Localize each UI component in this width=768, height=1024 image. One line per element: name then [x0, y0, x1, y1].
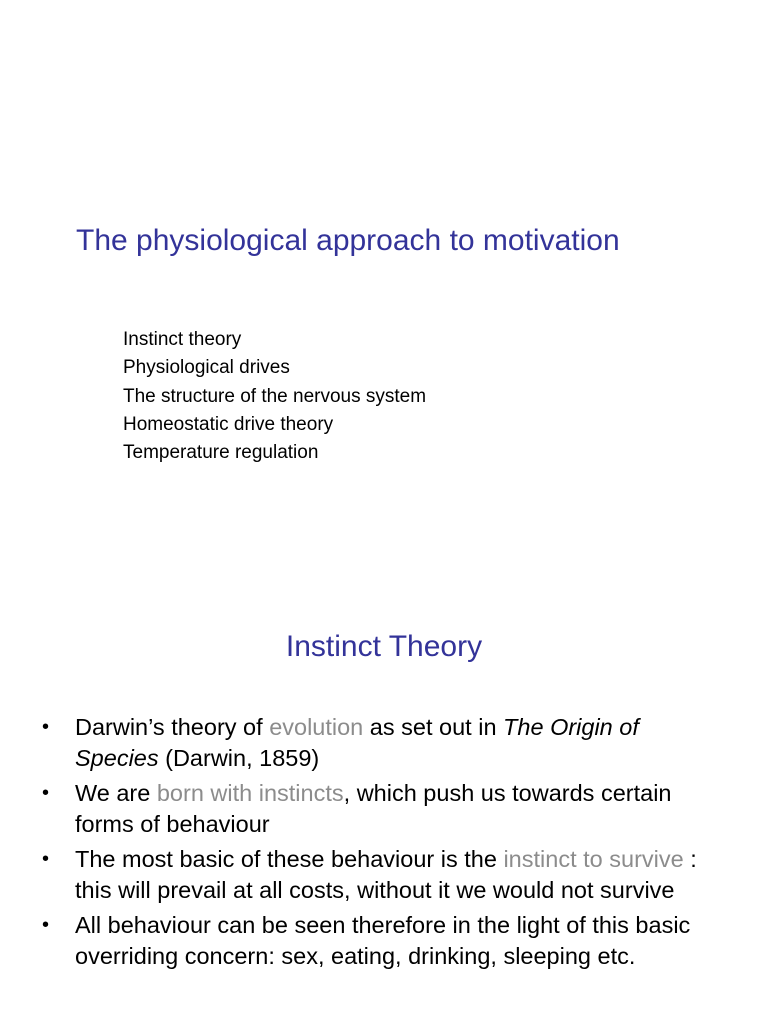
bullet-text: , which push us towards certain forms of behaviour: [75, 780, 672, 837]
slide-title: The physiological approach to motivation: [76, 224, 620, 257]
topic-item: Physiological drives: [123, 357, 290, 379]
bullet-list: [40, 712, 720, 976]
topic-list: [123, 326, 426, 467]
bullet-text: Darwin’s theory of: [75, 714, 270, 740]
bullet-text: (Darwin, 1859): [158, 744, 320, 771]
bullet-item: [40, 844, 720, 905]
topic-item: The structure of the nervous system: [123, 385, 427, 407]
bullet-text: The most basic of these behaviour is the: [75, 846, 504, 872]
highlighted-term: instinct to survive: [503, 846, 684, 872]
slide-2: [0, 560, 768, 1024]
bullet-icon: •: [42, 914, 50, 936]
bullet-icon: •: [42, 782, 50, 804]
bullet-item: [40, 712, 720, 773]
bullet-item: [40, 910, 720, 971]
bullet-item: [40, 778, 720, 839]
topic-item: Instinct theory: [123, 329, 242, 350]
highlighted-term: evolution: [269, 714, 364, 740]
slide-title: Instinct Theory: [285, 630, 483, 663]
highlighted-term: born with instincts: [156, 780, 344, 806]
bullet-text: as set out in: [363, 714, 504, 740]
bullet-icon: •: [42, 716, 50, 738]
book-title: The Origin of Species: [75, 714, 639, 771]
bullet-text: : this will prevail at all costs, without it we would not survive: [75, 846, 697, 903]
bullet-text: All behaviour can be seen therefore in the light of this basic overriding concern: sex, eating, drinking, sleeping etc.: [75, 912, 691, 969]
topic-item: Temperature regulation: [123, 442, 319, 464]
bullet-icon: •: [42, 848, 50, 870]
bullet-text: We are: [75, 780, 157, 806]
topic-item: Homeostatic drive theory: [123, 413, 334, 435]
